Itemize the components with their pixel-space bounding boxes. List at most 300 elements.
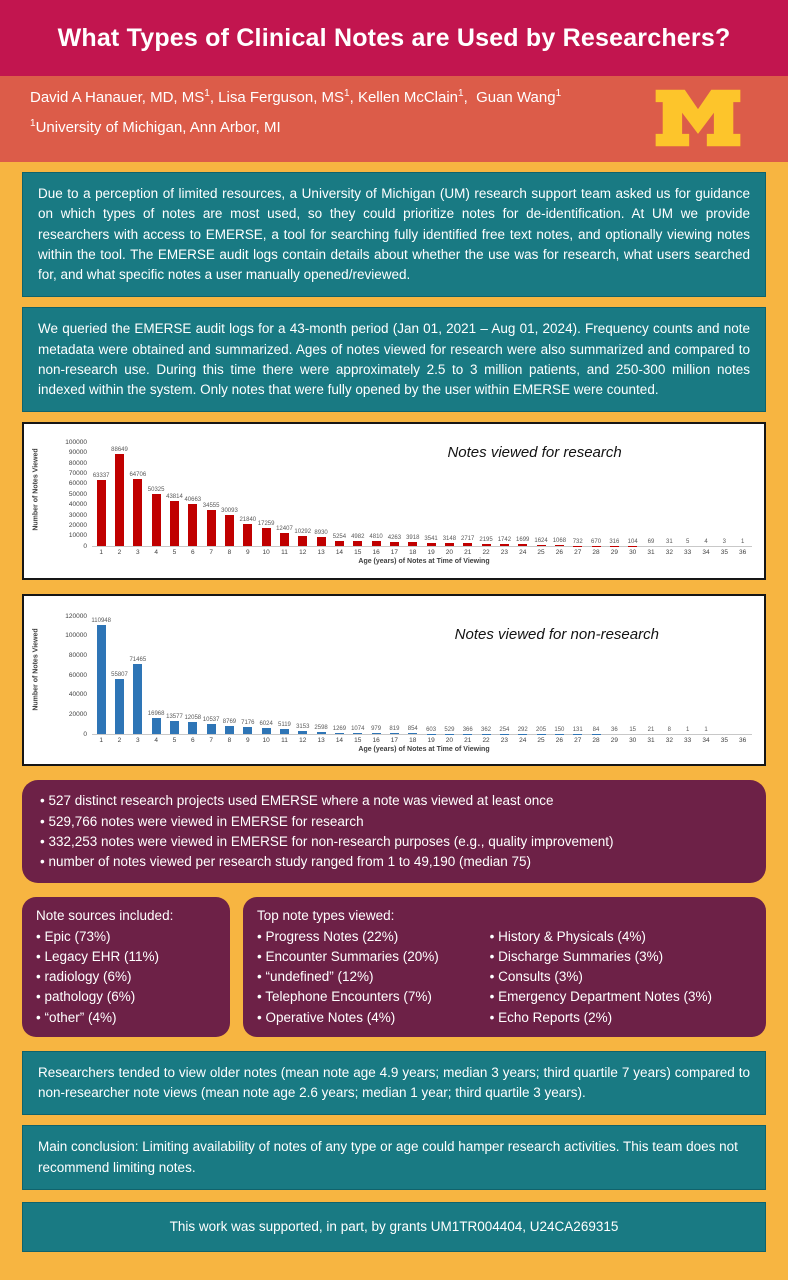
note-sources-list [36, 927, 216, 1028]
bar-age-33 [679, 616, 697, 734]
bar-value-label: 4810 [369, 534, 383, 541]
bar [408, 733, 417, 734]
bar-value-label: 3918 [406, 535, 420, 542]
bar-value-label: 1 [685, 727, 690, 734]
x-axis-tick: 10 [262, 549, 270, 557]
author-line: David A Hanauer, MD, $MS^1$, Lisa Ferguson, $MS^1$, Kellen McClain$^1$, Guan Wang$^1$ [30, 88, 562, 106]
bullet-item: • radiology (6%) [36, 969, 132, 984]
x-axis-tick: 17 [390, 737, 399, 745]
x-axis-tick: 10 [262, 737, 270, 745]
bar [518, 544, 527, 546]
x-axis-tick: 28 [592, 737, 600, 745]
x-axis-tick: 14 [335, 737, 344, 745]
bar-value-label: 13577 [166, 713, 183, 720]
bar [427, 543, 436, 547]
bar-age-25 [532, 442, 550, 546]
bar-age-31 [642, 616, 660, 734]
bar-age-13 [312, 616, 330, 734]
bar [225, 515, 234, 546]
bar-value-label: 2598 [314, 724, 328, 731]
bar-value-label: 43814 [166, 493, 183, 500]
note-types-col2 [490, 927, 752, 1028]
bar-age-17 [385, 442, 403, 546]
x-axis-tick: 22 [482, 549, 490, 557]
bullet-item: • Legacy EHR (11%) [36, 948, 160, 964]
x-axis-tick: 29 [610, 737, 618, 745]
x-axis-tick: 16 [372, 737, 380, 745]
bar [170, 501, 179, 547]
bar [280, 533, 289, 546]
bar-age-20 [440, 616, 458, 734]
bar [445, 543, 454, 546]
bar-age-5 [165, 442, 183, 546]
x-axis-tick: 8 [227, 737, 232, 745]
bar [188, 504, 197, 546]
x-axis-tick: 14 [335, 549, 344, 557]
plot-area [65, 612, 752, 738]
bar [372, 541, 381, 546]
x-axis-tick: 31 [647, 549, 655, 557]
bar-age-29 [605, 616, 623, 734]
note-types-columns [257, 927, 752, 1028]
bar-age-12 [294, 616, 312, 734]
bar-value-label: 12407 [276, 526, 293, 533]
bar [482, 544, 491, 546]
bar-age-21 [459, 616, 477, 734]
bar-value-label: 4 [704, 539, 708, 546]
bar-age-7 [202, 442, 220, 546]
note-sources-heading: Note sources included: [36, 908, 174, 924]
x-axis-tick: 26 [555, 549, 563, 557]
bar-age-5 [165, 616, 183, 734]
bar-value-label: 1074 [351, 726, 365, 733]
x-axis-tick: 30 [629, 549, 637, 557]
bullet-item: • 332,253 notes were viewed in EMERSE for non-research purposes (e.g., quality improvement) [40, 833, 614, 849]
bar-age-19 [422, 616, 440, 734]
bar-age-6 [184, 616, 202, 734]
bar-value-label: 8769 [222, 718, 237, 725]
bar-age-32 [660, 442, 678, 546]
bar [555, 545, 564, 546]
y-axis-tick: 90000 [68, 449, 87, 457]
x-axis-tick: 4 [154, 549, 158, 557]
affiliation [30, 119, 638, 136]
bar-age-17 [385, 616, 403, 734]
bar-age-23 [495, 616, 513, 734]
x-axis-label: Age (years) of Notes at Time of Viewing [358, 558, 490, 566]
bar-age-36 [733, 442, 751, 546]
bar-value-label: 55807 [111, 672, 128, 679]
bar-age-8 [220, 442, 238, 546]
x-axis-tick: 6 [190, 737, 195, 745]
bar-age-7 [202, 616, 220, 734]
bar [353, 541, 362, 546]
bar-value-label: 366 [462, 726, 473, 733]
bar-value-label: 1624 [534, 537, 548, 544]
x-axis-tick: 3 [136, 549, 140, 557]
bar-age-16 [367, 442, 385, 546]
bar-age-11 [275, 442, 293, 546]
bar-value-label: 732 [572, 538, 583, 545]
bar-value-label: 1742 [497, 537, 512, 544]
bar [500, 544, 509, 546]
bar-value-label: 1068 [552, 538, 567, 545]
x-axis-tick: 17 [390, 549, 399, 557]
bar-age-19 [422, 442, 440, 546]
bar-value-label: 36 [611, 727, 618, 734]
bar-age-35 [715, 616, 733, 734]
y-axis-tick: 120000 [65, 612, 87, 620]
bar-age-18 [404, 442, 422, 546]
bar-age-6 [184, 442, 202, 546]
bar-value-label: 529 [444, 726, 455, 733]
x-axis-tick: 6 [190, 549, 195, 557]
x-axis-tick: 31 [647, 737, 655, 745]
bar [225, 726, 234, 735]
y-axis-tick: 70000 [68, 469, 87, 477]
age-comparison-box: Researchers tended to view older notes (mean note age 4.9 years; median 3 years; third quartile 7 years) compared to non-researcher note views (mean note age 2.6 years; median 1 year; third quartile 3 years). [22, 1051, 766, 1116]
bar-age-9 [239, 442, 257, 546]
bar-value-label: 3148 [442, 535, 457, 542]
x-axis-tick: 19 [427, 549, 435, 557]
y-axis-tick: 10000 [68, 532, 87, 540]
x-axis-tick: 33 [684, 737, 692, 745]
y-axis-label: Number of Notes Viewed [32, 448, 40, 531]
bar-value-label: 31 [665, 539, 673, 546]
bar [170, 721, 179, 734]
bar-age-15 [349, 442, 367, 546]
x-axis-tick: 5 [172, 737, 177, 745]
y-axis-tick: 80000 [68, 459, 87, 467]
bar-age-30 [624, 616, 642, 734]
bar [133, 664, 142, 734]
bar-value-label: 292 [517, 726, 528, 733]
bar-value-label: 110948 [91, 618, 111, 625]
y-axis-tick: 30000 [68, 511, 87, 519]
bar-age-21 [459, 442, 477, 546]
bar [243, 524, 252, 547]
bar-value-label: 1269 [332, 726, 347, 733]
bullet-item: • Telephone Encounters (7%) [257, 989, 432, 1005]
x-axis-tick: 15 [354, 737, 362, 745]
bar-value-label: 3153 [296, 724, 310, 731]
bar [207, 724, 216, 734]
bar-age-36 [733, 616, 751, 734]
x-axis-tick: 20 [445, 737, 454, 745]
x-axis-tick: 18 [409, 737, 417, 745]
bar [372, 733, 381, 734]
bar [335, 733, 344, 734]
bar-value-label: 7176 [241, 720, 255, 727]
poster-header [0, 0, 788, 76]
x-axis-label: Age (years) of Notes at Time of Viewing [358, 746, 490, 754]
bar-age-31 [642, 442, 660, 546]
bar-value-label: 3 [722, 539, 726, 546]
bar-value-label: 17259 [257, 521, 275, 528]
bar [317, 537, 326, 546]
bar-age-2 [110, 616, 128, 734]
x-axis-tick: 11 [281, 737, 288, 745]
bar [152, 494, 161, 546]
y-axis-tick: 60000 [68, 480, 87, 488]
affiliation-sup: 1 [30, 118, 36, 129]
x-axis-tick: 26 [555, 737, 563, 745]
bullet-item: • “undefined” (12%) [257, 969, 374, 984]
bar-age-28 [587, 616, 605, 734]
x-axis-tick: 27 [574, 737, 582, 745]
bar-value-label: 1 [740, 539, 745, 546]
bullet-item: • 529,766 notes were viewed in EMERSE for research [40, 813, 364, 829]
x-axis-ticks [92, 549, 752, 557]
bar-value-label: 1 [704, 727, 708, 734]
bar-age-23 [495, 442, 513, 546]
conclusion-box: Main conclusion: Limiting availability of notes of any type or age could hamper research activities. This team does not recommend limiting notes. [22, 1125, 766, 1190]
bar-value-label: 5 [685, 539, 690, 546]
bullet-item: • Consults (3%) [489, 969, 583, 984]
bar-value-label: 8930 [314, 529, 328, 536]
x-axis-tick: 23 [500, 737, 508, 745]
bar [317, 732, 326, 735]
bar [115, 679, 124, 734]
bar-value-label: 316 [609, 538, 620, 545]
bar-value-label: 3541 [424, 535, 438, 542]
bullet-item: • Progress Notes (22%) [257, 928, 399, 944]
bullet-item: • Encounter Summaries (20%) [257, 948, 439, 964]
bar-value-label: 979 [371, 726, 382, 733]
bar-age-35 [715, 442, 733, 546]
plot-area [65, 438, 752, 550]
bar-value-label: 84 [592, 727, 600, 734]
author-band [0, 76, 788, 162]
bar-age-4 [147, 442, 165, 546]
bar-age-9 [239, 616, 257, 734]
university-of-michigan-block-m-logo [652, 88, 744, 148]
bar-value-label: 1699 [516, 537, 530, 544]
bar-value-label: 2195 [479, 536, 493, 543]
bar [298, 536, 307, 547]
bar-age-30 [624, 442, 642, 546]
x-axis-ticks [92, 737, 752, 745]
bar-value-label: 10537 [202, 716, 220, 723]
x-axis-tick: 12 [299, 549, 307, 557]
x-axis-tick: 24 [519, 737, 527, 745]
bar-age-26 [550, 442, 568, 546]
x-axis-tick: 33 [684, 549, 692, 557]
bar-age-8 [220, 616, 238, 734]
x-axis-tick: 27 [574, 549, 582, 557]
x-axis-tick: 20 [445, 549, 454, 557]
bullet-item: • Discharge Summaries (3%) [489, 948, 664, 964]
bar [152, 718, 161, 735]
bar-value-label: 2717 [461, 536, 475, 543]
bar-value-label: 150 [554, 727, 565, 734]
chart-title: Notes viewed for non-research [454, 626, 659, 644]
bar [243, 727, 252, 734]
bar [188, 722, 197, 734]
x-axis-tick: 3 [136, 737, 140, 745]
bar-age-2 [110, 442, 128, 546]
x-axis-tick: 1 [99, 549, 103, 557]
affiliation-text: University of Michigan, Ann Arbor, MI [35, 119, 281, 136]
bar-age-3 [129, 616, 147, 734]
x-axis-tick: 19 [427, 737, 435, 745]
bar [280, 729, 289, 734]
bar [573, 546, 582, 547]
x-axis-tick: 34 [702, 737, 710, 745]
bar-age-12 [294, 442, 312, 546]
x-axis-tick: 7 [209, 549, 213, 557]
poster-title: What Types of Clinical Notes are Used by Researchers? [57, 23, 731, 52]
bar-age-27 [569, 616, 587, 734]
bar-value-label: 5254 [332, 533, 347, 540]
bar-age-4 [147, 616, 165, 734]
bar-age-28 [587, 442, 605, 546]
x-axis-tick: 28 [592, 549, 600, 557]
bar-value-label: 12058 [184, 715, 202, 722]
bullet-item: • 527 distinct research projects used EMERSE where a note was viewed at least once [40, 793, 554, 809]
x-axis-tick: 18 [409, 549, 417, 557]
bar-value-label: 50325 [147, 486, 165, 493]
bar [537, 545, 546, 547]
x-axis-tick: 2 [117, 549, 122, 557]
x-axis-tick: 5 [172, 549, 177, 557]
bar [115, 454, 124, 546]
bar [463, 543, 472, 546]
y-axis-tick: 0 [83, 542, 87, 550]
bar-value-label: 71465 [129, 656, 147, 663]
bar [133, 479, 142, 546]
y-axis-tick: 40000 [68, 691, 87, 699]
bar-value-label: 10292 [294, 528, 312, 535]
bar-age-3 [129, 442, 147, 546]
x-axis-tick: 21 [464, 549, 472, 557]
funding-acknowledgement-box: This work was supported, in part, by grants UM1TR004404, U24CA269315 [22, 1202, 766, 1252]
x-axis-tick: 4 [154, 737, 158, 745]
bar-value-label: 670 [591, 538, 602, 545]
x-axis-tick: 36 [739, 549, 747, 557]
bar-age-11 [275, 616, 293, 734]
bar-value-label: 15 [629, 727, 637, 734]
bar [592, 546, 601, 547]
methods-text-box: We queried the EMERSE audit logs for a 43-month period (Jan 01, 2021 – Aug 01, 2024). Frequency counts and note metadata were obtained and summarized. Ages of notes viewed for research were also summarized and compared to non-research use. During this time there were approximately 2.5 to 3 million patients, and 250-300 million notes indexed within the system. Only notes that were fully opened by the user within EMERSE were counted. [22, 307, 766, 412]
bar-age-34 [697, 616, 715, 734]
note-detail-row [22, 897, 766, 1037]
x-axis-tick: 16 [372, 549, 380, 557]
bar-age-10 [257, 616, 275, 734]
x-axis-tick: 22 [482, 737, 490, 745]
bar [207, 510, 216, 546]
bar-age-1 [92, 616, 110, 734]
bullet-item: • pathology (6%) [36, 989, 136, 1005]
x-axis-tick: 30 [629, 737, 637, 745]
bar [97, 625, 106, 734]
bar-value-label: 205 [536, 727, 547, 734]
bar-age-32 [660, 616, 678, 734]
bar [353, 733, 362, 734]
y-axis-tick: 80000 [68, 652, 87, 660]
intro-text-box: Due to a perception of limited resources, a University of Michigan (UM) research support team asked us for guidance on which types of notes are most used, so they could prioritize notes for de-identification. At UM we provide researchers with access to EMERSE, a tool for searching fully identified free text notes, and optionally viewing notes within the tool. The EMERSE audit logs contain details about whether the use was for research, what users searched for, and what specific notes a user manually opened/reviewed. [22, 172, 766, 297]
bar-value-label: 4263 [387, 534, 402, 541]
bullet-item: • “other” (4%) [36, 1009, 117, 1025]
bar [262, 528, 271, 546]
bar-age-22 [477, 442, 495, 546]
bar-age-20 [440, 442, 458, 546]
x-axis-tick: 25 [537, 737, 545, 745]
bar-value-label: 63337 [92, 473, 110, 480]
results-list [40, 791, 748, 872]
bar-age-14 [330, 442, 348, 546]
x-axis-tick: 11 [281, 549, 288, 557]
bar-age-24 [514, 616, 532, 734]
x-axis-tick: 1 [99, 737, 103, 745]
x-axis-tick: 25 [537, 549, 545, 557]
bar-value-label: 16968 [147, 710, 165, 717]
bar-value-label: 6024 [259, 721, 273, 728]
bar-value-label: 819 [389, 726, 400, 733]
chart-notes-viewed-for-non-research [22, 594, 766, 766]
bullet-item: • Epic (73%) [36, 928, 111, 944]
x-axis-tick: 7 [209, 737, 213, 745]
bar-age-24 [514, 442, 532, 546]
bar-value-label: 104 [627, 539, 638, 546]
x-axis-tick: 8 [227, 549, 232, 557]
x-axis-tick: 23 [500, 549, 508, 557]
results-summary-box [22, 780, 766, 883]
bar-value-label: 362 [481, 726, 492, 733]
x-axis-tick: 9 [245, 549, 250, 557]
bar-age-27 [569, 442, 587, 546]
note-types-heading: Top note types viewed: [257, 908, 395, 924]
bullet-item: • Emergency Department Notes (3%) [489, 989, 712, 1005]
x-axis-tick: 36 [739, 737, 747, 745]
x-axis-tick: 35 [720, 549, 728, 557]
bar-age-29 [605, 442, 623, 546]
bar-age-15 [349, 616, 367, 734]
bar [427, 734, 436, 735]
x-axis-tick: 35 [720, 737, 728, 745]
y-axis-tick: 0 [83, 730, 87, 738]
note-types-box [243, 897, 766, 1037]
bar-value-label: 854 [407, 726, 418, 733]
y-axis-tick: 20000 [68, 521, 87, 529]
chart-notes-viewed-for-research [22, 422, 766, 580]
bar-age-22 [477, 616, 495, 734]
x-axis-tick: 12 [299, 737, 307, 745]
bar-age-1 [92, 442, 110, 546]
bar-value-label: 69 [647, 539, 655, 546]
bar [97, 480, 106, 546]
bar-value-label: 603 [426, 726, 437, 733]
y-axis-tick: 100000 [65, 438, 87, 446]
bullet-item: • Echo Reports (2%) [489, 1009, 613, 1025]
bar-age-14 [330, 616, 348, 734]
bar-value-label: 64706 [129, 471, 147, 478]
bar [298, 731, 307, 734]
bar-value-label: 131 [572, 727, 583, 734]
bar-age-18 [404, 616, 422, 734]
bar-age-10 [257, 442, 275, 546]
bar-value-label: 254 [499, 727, 510, 734]
x-axis-tick: 29 [610, 549, 618, 557]
bullet-item: • History & Physicals (4%) [489, 928, 646, 944]
y-axis-tick: 40000 [68, 501, 87, 509]
x-axis-tick: 2 [117, 737, 122, 745]
bar-value-label: 30093 [221, 507, 238, 514]
y-axis-tick: 20000 [68, 711, 87, 719]
bar-value-label: 40663 [184, 496, 202, 503]
y-axis-label: Number of Notes Viewed [32, 628, 40, 711]
bar [390, 542, 399, 546]
